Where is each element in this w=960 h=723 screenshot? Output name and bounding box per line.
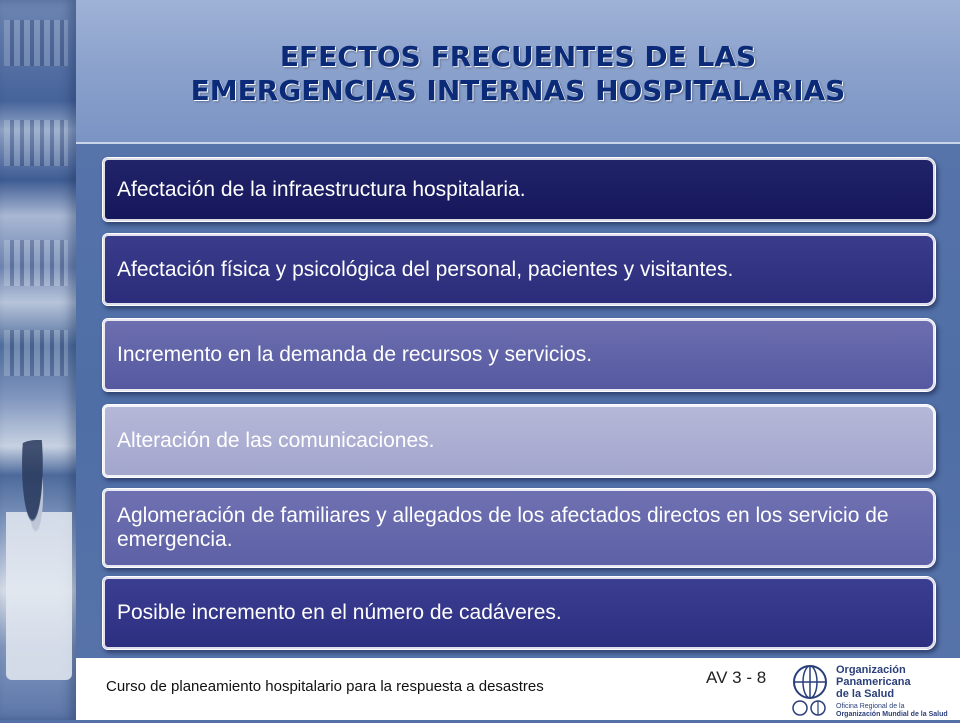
logo-wordmark xyxy=(836,664,960,719)
logo-line-3: de la Salud xyxy=(836,688,895,700)
effect-item-aglomeracion: Aglomeración de familiares y allegados de los afectados directos en los servicio de emergencia. xyxy=(102,488,936,568)
effect-item-demanda: Incremento en la demanda de recursos y servicios. xyxy=(102,318,936,392)
logo-subline-1: Oficina Regional de la xyxy=(836,703,905,710)
slide-title xyxy=(76,40,960,108)
effect-item-personal: Afectación física y psicológica del personal, pacientes y visitantes. xyxy=(102,233,936,306)
nurse-photo xyxy=(6,440,72,680)
title-line-2: EMERGENCIAS INTERNAS HOSPITALARIAS xyxy=(190,74,846,107)
hospital-photo-strip xyxy=(0,0,76,720)
effect-item-infraestructura: Afectación de la infraestructura hospitalaria. xyxy=(102,157,936,222)
effect-item-cadaveres: Posible incremento en el número de cadáveres. xyxy=(102,576,936,650)
course-name: Curso de planeamiento hospitalario para la respuesta a desastres xyxy=(106,678,544,695)
logo-line-2: Panamericana xyxy=(836,676,911,688)
building-photo xyxy=(4,20,68,66)
logo-subline-2: Organización Mundial de la Salud xyxy=(836,711,948,718)
logo-line-1: Organización xyxy=(836,664,906,676)
effect-item-comunicaciones: Alteración de las comunicaciones. xyxy=(102,404,936,478)
building-photo xyxy=(4,240,68,286)
paho-emblem-icon xyxy=(790,662,836,718)
building-photo xyxy=(4,120,68,166)
title-line-1: EFECTOS FRECUENTES DE LAS xyxy=(279,40,757,73)
building-photo xyxy=(4,330,68,376)
slide-number: AV 3 - 8 xyxy=(706,668,767,687)
paho-logo xyxy=(790,662,960,718)
